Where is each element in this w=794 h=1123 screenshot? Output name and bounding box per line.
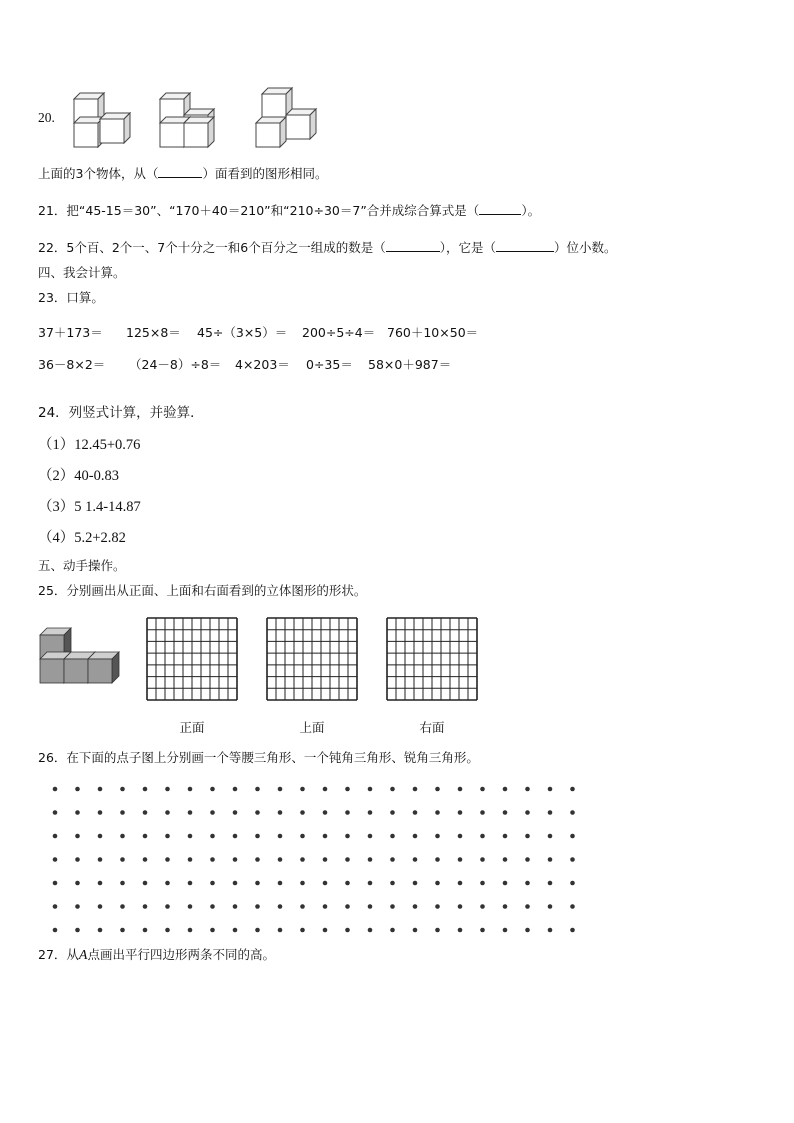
grid-dot [435, 928, 440, 933]
grid-dot [210, 904, 215, 909]
grid-dot [300, 834, 305, 839]
label-top: 上面 [299, 720, 325, 735]
grid-dot [525, 857, 530, 862]
grid-dot [210, 881, 215, 886]
grid-dot [75, 881, 80, 886]
grid-dot [480, 810, 485, 815]
grid-dot [368, 810, 373, 815]
grid-dot [233, 881, 238, 886]
grid-dot [255, 834, 260, 839]
object-3 [256, 88, 316, 147]
grid-dot [390, 928, 395, 933]
grid-dot [390, 834, 395, 839]
oral-item: 125×8＝ [126, 325, 181, 340]
grid-dot [255, 787, 260, 792]
oral-item: 58×0＋987＝ [368, 357, 452, 372]
point-label-a: A [78, 948, 88, 963]
grid-dot [53, 834, 58, 839]
grid-dot [188, 787, 193, 792]
grid-dot [503, 857, 508, 862]
oral-item: （24－8）÷8＝ [129, 357, 222, 372]
grid-dot [435, 787, 440, 792]
grid-dot [278, 928, 283, 933]
grid-dot [323, 928, 328, 933]
grid-dot [368, 834, 373, 839]
grid-dot [255, 810, 260, 815]
grid-dot [345, 787, 350, 792]
grid-dot [413, 904, 418, 909]
label-front: 正面 [179, 720, 205, 735]
grid-dot [75, 834, 80, 839]
grid-dot [233, 904, 238, 909]
grid-dot [98, 787, 103, 792]
grid-dot [143, 787, 148, 792]
grid-dot [53, 810, 58, 815]
dot-grid-q26[interactable] [45, 780, 585, 930]
grid-dot [368, 787, 373, 792]
grid-dot [570, 834, 575, 839]
q27-question: 27．从A点画出平行四边形两条不同的高。 [38, 947, 275, 963]
grid-dot [165, 928, 170, 933]
solid-figure-q25 [40, 628, 120, 688]
grid-dot [435, 810, 440, 815]
grid-dot [143, 810, 148, 815]
grid-dot [188, 834, 193, 839]
grid-dot [548, 928, 553, 933]
grid-dot [345, 834, 350, 839]
grid-dot [300, 881, 305, 886]
grid-dot [458, 857, 463, 862]
oral-item: 36－8×2＝ [38, 357, 106, 372]
grid-dot [188, 928, 193, 933]
q24-item-1: （1）12.45+0.76 [38, 437, 141, 453]
grid-dot [188, 857, 193, 862]
grid-dot [548, 857, 553, 862]
grid-dot [300, 787, 305, 792]
grid-dot [120, 857, 125, 862]
grid-dot [323, 787, 328, 792]
grid-right-view[interactable] [386, 617, 478, 701]
grid-dot [435, 857, 440, 862]
grid-dot [480, 857, 485, 862]
grid-dot [120, 810, 125, 815]
grid-dot [75, 928, 80, 933]
oral-item: 200÷5÷4＝ [302, 325, 376, 340]
grid-dot [255, 857, 260, 862]
grid-dot [323, 810, 328, 815]
grid-dot [413, 787, 418, 792]
oral-item: 37＋173＝ [38, 325, 103, 340]
grid-dot [345, 928, 350, 933]
grid-dot [188, 881, 193, 886]
grid-dot [458, 834, 463, 839]
grid-dot [233, 857, 238, 862]
grid-dot [210, 787, 215, 792]
q24-item-3: （3）5 1.4-14.87 [38, 499, 141, 515]
grid-dot [53, 881, 58, 886]
q20-question: 上面的3个物体，从（ ）面看到的图形相同。 [38, 166, 328, 181]
grid-dot [480, 834, 485, 839]
q21-question: 21．把“45-15＝30”、“170＋40＝210”和“210÷30＝7”合并成综合算式是（ ）。 [38, 203, 541, 218]
grid-dot [458, 787, 463, 792]
grid-dot [390, 904, 395, 909]
grid-dot [413, 810, 418, 815]
grid-dot [210, 834, 215, 839]
grid-dot [480, 881, 485, 886]
grid-dot [255, 904, 260, 909]
q20-number: 20. [38, 110, 55, 125]
grid-dot [345, 904, 350, 909]
grid-dot [548, 881, 553, 886]
grid-dot [368, 881, 373, 886]
q23-row-1 [38, 323, 478, 341]
grid-dot [368, 904, 373, 909]
q22-number-blank[interactable] [386, 240, 440, 252]
grid-dot [278, 857, 283, 862]
grid-dot [53, 928, 58, 933]
grid-dot [210, 810, 215, 815]
grid-dot [548, 904, 553, 909]
grid-dot [300, 928, 305, 933]
grid-dot [120, 904, 125, 909]
grid-dot [98, 857, 103, 862]
grid-dot [53, 787, 58, 792]
grid-dot [165, 857, 170, 862]
grid-dot [390, 810, 395, 815]
grid-dot [413, 881, 418, 886]
grid-dot [75, 857, 80, 862]
grid-dot [233, 787, 238, 792]
grid-dot [143, 834, 148, 839]
grid-dot [323, 904, 328, 909]
grid-dot [165, 810, 170, 815]
grid-dot [390, 787, 395, 792]
grid-dot [480, 904, 485, 909]
grid-dot [255, 881, 260, 886]
grid-dot [435, 834, 440, 839]
grid-dot [435, 904, 440, 909]
grid-dot [53, 857, 58, 862]
grid-dot [300, 904, 305, 909]
cube-figures-q20 [60, 85, 360, 155]
grid-dot [503, 881, 508, 886]
q24-item-2: （2）40-0.83 [38, 468, 119, 484]
grid-dot [75, 904, 80, 909]
grid-dot [233, 810, 238, 815]
grid-dot [345, 881, 350, 886]
grid-dot [98, 928, 103, 933]
grid-dot [525, 904, 530, 909]
grid-dot [165, 834, 170, 839]
q23-row-2 [38, 355, 451, 373]
grid-dot [570, 857, 575, 862]
grid-dot [210, 857, 215, 862]
grid-dot [143, 928, 148, 933]
grid-dot [278, 834, 283, 839]
grid-dot [368, 857, 373, 862]
grid-dot [503, 787, 508, 792]
grid-dot [525, 810, 530, 815]
grid-dot [458, 810, 463, 815]
grid-dot [120, 928, 125, 933]
grid-dot [210, 928, 215, 933]
q24-item-4: （4）5.2+2.82 [38, 530, 126, 546]
section-4-heading: 四、我会计算。 [38, 265, 126, 280]
grid-dot [345, 857, 350, 862]
q20-answer-blank[interactable] [158, 166, 202, 178]
section-5-heading: 五、动手操作。 [38, 558, 126, 573]
grid-dot [98, 834, 103, 839]
grid-dot [300, 810, 305, 815]
q22-decimal-places-blank[interactable] [496, 240, 554, 252]
grid-dot [278, 787, 283, 792]
oral-item: 4×203＝ [235, 357, 290, 372]
grid-dot [525, 834, 530, 839]
grid-dot [525, 881, 530, 886]
grid-dot [525, 928, 530, 933]
grid-dot [165, 881, 170, 886]
grid-dot [570, 928, 575, 933]
grid-dot [413, 857, 418, 862]
grid-dot [368, 928, 373, 933]
grid-dot [143, 904, 148, 909]
grid-dot [98, 881, 103, 886]
grid-dot [570, 810, 575, 815]
grid-dot [435, 881, 440, 886]
grid-dot [345, 810, 350, 815]
grid-dot [255, 928, 260, 933]
q23-title: 23．口算。 [38, 290, 104, 305]
grid-dot [75, 787, 80, 792]
grid-top-view[interactable] [266, 617, 358, 701]
grid-dot [503, 810, 508, 815]
q24-title: 24．列竖式计算，并验算． [38, 405, 204, 421]
grid-dot [525, 787, 530, 792]
grid-dot [120, 787, 125, 792]
grid-dot [165, 787, 170, 792]
grid-dot [98, 904, 103, 909]
grid-dot [120, 834, 125, 839]
grid-dot [233, 928, 238, 933]
grid-dot [300, 857, 305, 862]
oral-item: 760＋10×50＝ [387, 325, 479, 340]
grid-dot [548, 834, 553, 839]
object-2 [160, 93, 214, 147]
oral-item: 45÷（3×5）＝ [197, 325, 288, 340]
grid-dot [120, 881, 125, 886]
grid-front-view[interactable] [146, 617, 238, 701]
grid-dot [570, 787, 575, 792]
grid-dot [503, 904, 508, 909]
q22-question: 22．5个百、2个一、7个十分之一和6个百分之一组成的数是（ ），它是（ ）位小数。 [38, 240, 617, 255]
grid-dot [458, 904, 463, 909]
object-1 [74, 93, 130, 147]
q25-title: 25．分别画出从正面、上面和右面看到的立体图形的形状。 [38, 583, 367, 598]
q26-title: 26．在下面的点子图上分别画一个等腰三角形、一个钝角三角形、锐角三角形。 [38, 750, 479, 765]
grid-dot [75, 810, 80, 815]
label-right: 右面 [419, 720, 445, 735]
grid-dot [503, 834, 508, 839]
grid-dot [323, 881, 328, 886]
grid-dot [390, 881, 395, 886]
grid-dot [143, 881, 148, 886]
grid-dot [278, 810, 283, 815]
grid-dot [98, 810, 103, 815]
q21-answer-blank[interactable] [479, 203, 521, 215]
oral-item: 0÷35＝ [306, 357, 353, 372]
grid-dot [570, 904, 575, 909]
grid-dot [413, 834, 418, 839]
grid-dot [188, 904, 193, 909]
grid-dot [233, 834, 238, 839]
grid-dot [323, 834, 328, 839]
grid-dot [480, 787, 485, 792]
grid-dot [548, 810, 553, 815]
grid-dot [458, 881, 463, 886]
grid-dot [390, 857, 395, 862]
grid-dot [278, 881, 283, 886]
grid-dot [413, 928, 418, 933]
grid-dot [188, 810, 193, 815]
grid-dot [278, 904, 283, 909]
grid-dot [570, 881, 575, 886]
grid-dot [480, 928, 485, 933]
grid-dot [323, 857, 328, 862]
grid-dot [548, 787, 553, 792]
grid-dot [143, 857, 148, 862]
grid-dot [165, 904, 170, 909]
grid-dot [458, 928, 463, 933]
grid-dot [53, 904, 58, 909]
grid-dot [503, 928, 508, 933]
